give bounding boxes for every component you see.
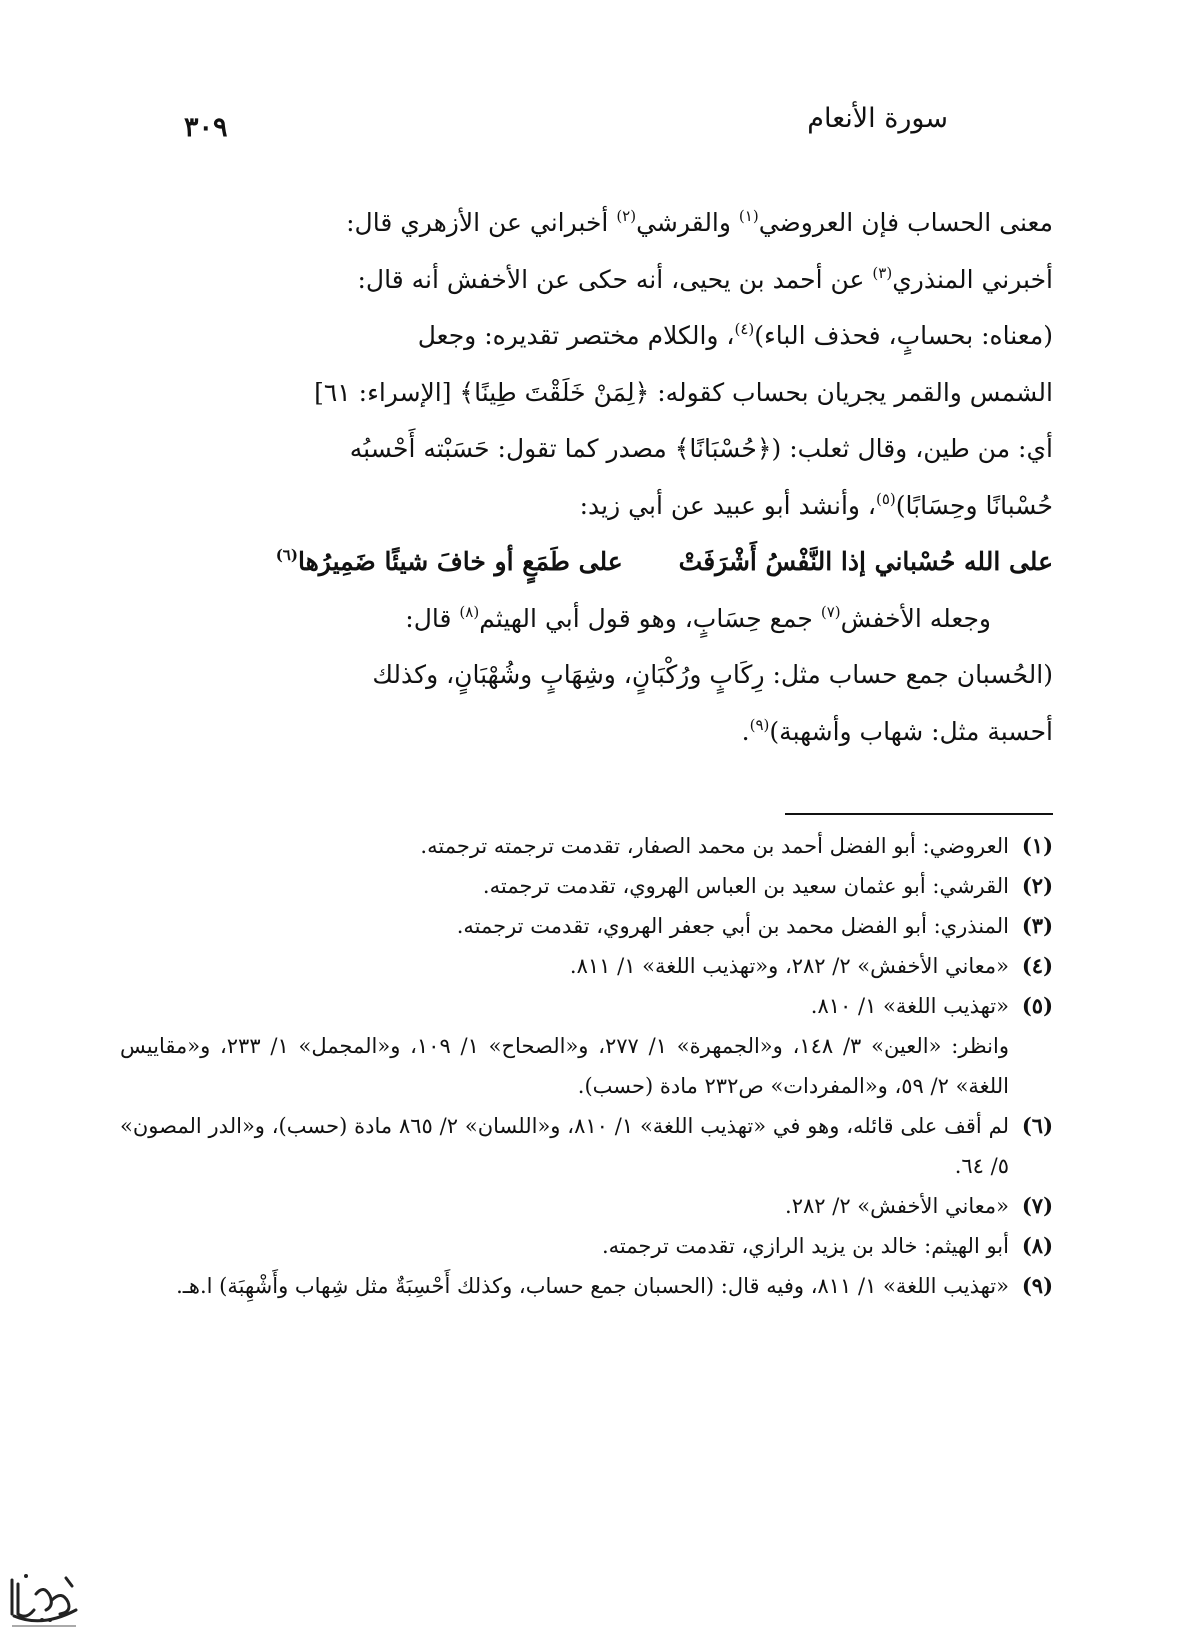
text-run: أحسبة مثل: شهاب وأشهبة) [769, 716, 1053, 746]
footnote-marker: (٢) [616, 207, 637, 225]
footnote-number: (٦) [1021, 1113, 1053, 1138]
text-line [122, 704, 1053, 761]
footnote-marker: (١) [738, 207, 759, 225]
footnote-number: (١) [1021, 833, 1053, 858]
text-line [122, 478, 1053, 535]
footnote-separator [785, 813, 1053, 815]
footnote-marker: (٨) [459, 602, 480, 621]
footnote-continuation [120, 1026, 1053, 1106]
footnote-text: القرشي: أبو عثمان سعيد بن العباس الهروي، تقدمت ترجمته. [482, 874, 1009, 898]
text-run: (الحُسبان جمع حساب مثل: رِكَابٍ ورُكْبَانٍ، وشِهَابٍ وشُهْبَانٍ، وكذلك [372, 660, 1053, 689]
stamp-calligraphy-icon [6, 1570, 82, 1632]
text-line [122, 365, 1053, 422]
footnote-text: «معاني الأخفش» ٢/ ٢٨٢، و«تهذيب اللغة» ١/ ٨١١. [569, 954, 1009, 978]
text-run: قال: [405, 603, 460, 633]
footnote [120, 986, 1053, 1026]
footnote [120, 866, 1053, 906]
footnote-marker: (٥) [876, 489, 896, 508]
text-line [122, 647, 1053, 704]
text-run: وجعله الأخفش [840, 603, 991, 633]
text-run: ، وأنشد أبو عبيد عن أبي زيد: [579, 490, 876, 520]
footnote-number: (٤) [1021, 953, 1053, 978]
text-run: والقرشي [636, 208, 739, 237]
text-run: معنى الحساب فإن العروضي [758, 208, 1053, 237]
footnote [120, 1266, 1053, 1306]
footnotes [120, 826, 1053, 1306]
footnote [120, 826, 1053, 866]
footnote-text: المنذري: أبو الفضل محمد بن أبي جعفر الهروي، تقدمت ترجمته. [456, 914, 1009, 938]
footnote-number: (٣) [1021, 913, 1053, 938]
footnote-number: (٥) [1021, 993, 1053, 1018]
text-run: أخبراني عن الأزهري قال: [346, 208, 617, 237]
footnote-number: (٢) [1021, 873, 1053, 898]
text-run: عن أحمد بن يحيى، أنه حكى عن الأخفش أنه قال: [357, 264, 873, 294]
text-run: حُسْبانًا وحِسَابًا) [895, 490, 1053, 520]
footnote-marker: (٧) [820, 602, 841, 621]
verse-second-hemistich [276, 534, 623, 591]
footnote [120, 1226, 1053, 1266]
main-text [122, 195, 1053, 760]
page-number: ٣٠٩ [184, 112, 228, 143]
text-line [122, 195, 1053, 252]
footnote-text: العروضي: أبو الفضل أحمد بن محمد الصفار، تقدمت ترجمته ترجمته. [420, 834, 1009, 858]
footnote [120, 1106, 1053, 1186]
text-run: ، والكلام مختصر تقديره: وجعل [417, 321, 735, 350]
text-run: على طَمَعٍ أو خافَ شيئًا ضَمِيرُها [297, 547, 623, 576]
text-run: أخبرني المنذري [892, 264, 1053, 294]
footnote [120, 1186, 1053, 1226]
running-header-surah-title: سورة الأنعام [807, 103, 948, 134]
footnote-text: أبو الهيثم: خالد بن يزيد الرازي، تقدمت ترجمته. [601, 1234, 1009, 1258]
footnote-number: (٧) [1021, 1193, 1053, 1218]
publisher-stamp-logo [6, 1570, 82, 1632]
text-run: (معناه: بحسابٍ، فحذف الباء) [754, 321, 1053, 350]
text-run: . [741, 716, 750, 746]
text-line [122, 308, 1053, 365]
text-run: الشمس والقمر يجريان بحساب كقوله: ﴿لِمَنْ خَلَقْتَ طِينًا﴾ [الإسراء: ٦١] [314, 377, 1053, 407]
footnote-number: (٩) [1021, 1273, 1053, 1298]
poetry-verse [122, 534, 1053, 591]
footnote-marker: (٩) [749, 715, 770, 734]
footnote-marker: (٤) [734, 320, 755, 338]
footnote-marker: (٣) [872, 263, 893, 282]
footnote-text: وانظر: «العين» ٣/ ١٤٨، و«الجمهرة» ١/ ٢٧٧، و«الصحاح» ١/ ١٠٩، و«المجمل» ١/ ٢٣٣، و«مقاييس اللغة» ٢/ ٥٩، و«المفردات» ص٢٣٢ مادة (حسب). [120, 1034, 1009, 1098]
footnote [120, 906, 1053, 946]
footnote-number: (٨) [1021, 1233, 1053, 1258]
verse-first-hemistich: على الله حُسْباني إذا النَّفْسُ أَشْرَفَتْ [678, 547, 1053, 576]
footnote [120, 946, 1053, 986]
footnote-text: لم أقف على قائله، وهو في «تهذيب اللغة» ١/ ٨١٠، و«اللسان» ٢/ ٨٦٥ مادة (حسب)، و«الدر المصون» ٥/ ٦٤. [120, 1114, 1009, 1178]
footnote-text: «تهذيب اللغة» ١/ ٨١٠. [810, 994, 1009, 1018]
text-line [122, 421, 1053, 478]
text-run: جمع حِسَابٍ، وهو قول أبي الهيثم [479, 603, 821, 633]
footnote-text: «تهذيب اللغة» ١/ ٨١١، وفيه قال: (الحسبان جمع حساب، وكذلك أَحْسِبَةٌ مثل شِهاب وأَشْهِبَة) ا.هـ. [176, 1274, 1009, 1298]
text-line [122, 591, 1053, 648]
footnote-marker: (٦) [275, 546, 298, 564]
footnote-text: «معاني الأخفش» ٢/ ٢٨٢. [785, 1194, 1009, 1218]
text-run: أي: من طين، وقال ثعلب: (﴿حُسْبَانًا﴾ مصدر كما تقول: حَسَبْته أَحْسبُه [349, 434, 1053, 463]
text-line [122, 252, 1053, 309]
